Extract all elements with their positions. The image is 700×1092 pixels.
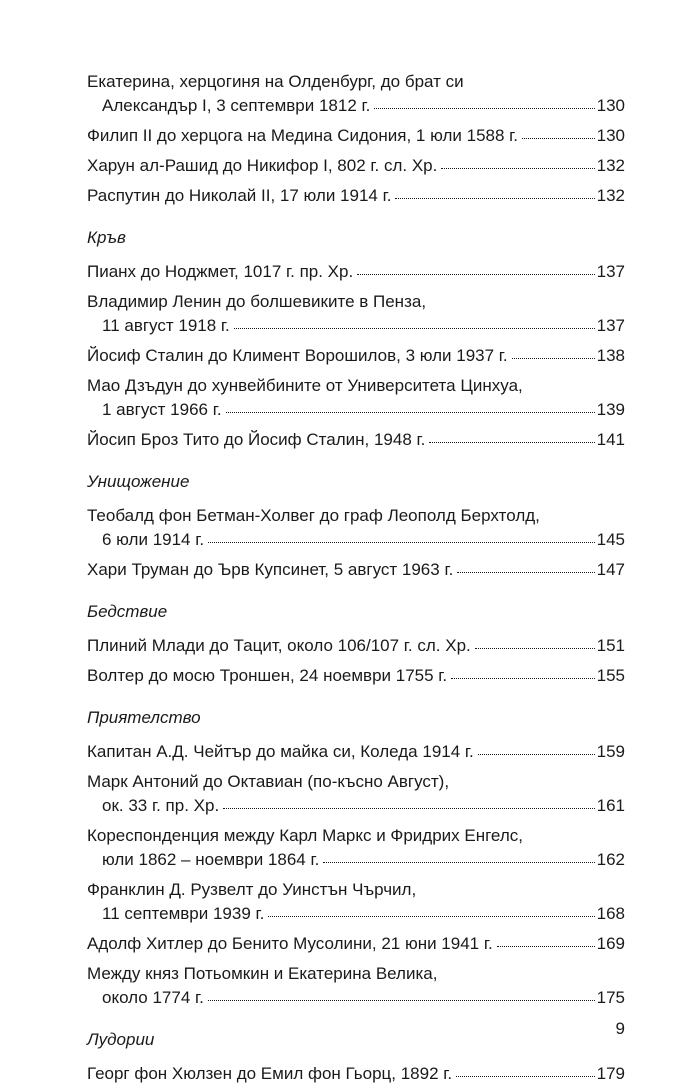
toc-entry[interactable] — [87, 558, 625, 582]
entry-page-number: 159 — [596, 742, 625, 761]
dot-leader — [223, 807, 594, 809]
dot-leader — [522, 137, 595, 139]
toc-entry[interactable] — [87, 664, 625, 688]
dot-leader — [374, 107, 594, 109]
entry-page-number: 138 — [596, 346, 625, 365]
entry-title-continued: 6 юли 1914 г. — [102, 530, 205, 549]
entry-page-number: 179 — [596, 1064, 625, 1083]
entry-page-number: 141 — [596, 430, 625, 449]
toc-entry[interactable] — [87, 878, 625, 926]
dot-leader — [451, 677, 594, 679]
entry-page-number: 161 — [596, 796, 625, 815]
section-heading: Кръв — [87, 228, 126, 247]
toc-entry[interactable] — [87, 344, 625, 368]
entry-title-continued: ок. 33 г. пр. Хр. — [102, 796, 220, 815]
entry-title: Хари Труман до Ърв Купсинет, 5 август 1963 г. — [87, 560, 454, 579]
dot-leader — [357, 273, 594, 275]
entry-page-number: 132 — [596, 156, 625, 175]
section-heading: Лудории — [87, 1030, 155, 1049]
entry-title: Мао Дзъдун до хунвейбините от Университета Цинхуа, — [87, 376, 523, 395]
entry-title: Йосиф Сталин до Климент Ворошилов, 3 юли 1937 г. — [87, 346, 508, 365]
entry-page-number: 139 — [596, 400, 625, 419]
dot-leader — [268, 915, 594, 917]
entry-title: Между княз Потьомкин и Екатерина Велика, — [87, 964, 438, 983]
section-heading: Приятелство — [87, 708, 201, 727]
entry-page-number: 132 — [596, 186, 625, 205]
entry-title: Владимир Ленин до болшевиките в Пенза, — [87, 292, 427, 311]
toc-entry[interactable] — [87, 824, 625, 872]
toc-entry[interactable] — [87, 962, 625, 1010]
entry-title-continued: 11 септември 1939 г. — [102, 904, 265, 923]
toc-entry[interactable] — [87, 504, 625, 552]
toc-entry[interactable] — [87, 634, 625, 658]
dot-leader — [429, 441, 594, 443]
dot-leader — [512, 357, 595, 359]
entry-title-continued: 11 август 1918 г. — [102, 316, 230, 335]
entry-title: Капитан А.Д. Чейтър до майка си, Коледа 1914 г. — [87, 742, 474, 761]
entry-page-number: 130 — [596, 96, 625, 115]
entry-title-continued: около 1774 г. — [102, 988, 204, 1007]
entry-page-number: 137 — [596, 262, 625, 281]
toc-entry[interactable] — [87, 932, 625, 956]
entry-page-number: 145 — [596, 530, 625, 549]
entry-page-number: 169 — [596, 934, 625, 953]
toc-entry[interactable] — [87, 770, 625, 818]
entry-title: Адолф Хитлер до Бенито Мусолини, 21 юни 1941 г. — [87, 934, 493, 953]
entry-page-number: 147 — [596, 560, 625, 579]
entry-title-continued: юли 1862 – ноември 1864 г. — [102, 850, 320, 869]
dot-leader — [497, 945, 595, 947]
entry-title-continued: Александър I, 3 септември 1812 г. — [102, 96, 371, 115]
entry-title: Филип II до херцога на Медина Сидония, 1 юли 1588 г. — [87, 126, 519, 145]
entry-title: Распутин до Николай II, 17 юли 1914 г. — [87, 186, 392, 205]
toc-entry[interactable] — [87, 428, 625, 452]
section-heading: Унищожение — [87, 472, 190, 491]
entry-title: Марк Антоний до Октавиан (по-късно Август), — [87, 772, 450, 791]
toc-entry[interactable] — [87, 124, 625, 148]
toc-entry[interactable] — [87, 70, 625, 118]
toc-entry[interactable] — [87, 260, 625, 284]
page-number: 9 — [615, 1019, 625, 1038]
dot-leader — [208, 541, 595, 543]
dot-leader — [441, 167, 594, 169]
dot-leader — [226, 411, 595, 413]
dot-leader — [208, 999, 595, 1001]
dot-leader — [475, 647, 595, 649]
dot-leader — [234, 327, 595, 329]
dot-leader — [323, 861, 594, 863]
toc-entry[interactable] — [87, 184, 625, 208]
dot-leader — [395, 197, 594, 199]
section-heading: Бедствие — [87, 602, 168, 621]
toc-entry[interactable] — [87, 154, 625, 178]
dot-leader — [457, 571, 594, 573]
entry-title: Кореспонденция между Карл Маркс и Фридрих Енгелс, — [87, 826, 523, 845]
entry-page-number: 168 — [596, 904, 625, 923]
table-of-contents — [87, 70, 625, 1092]
toc-entry[interactable] — [87, 740, 625, 764]
entry-page-number: 162 — [596, 850, 625, 869]
toc-entry[interactable] — [87, 374, 625, 422]
entry-title: Пианх до Ноджмет, 1017 г. пр. Хр. — [87, 262, 354, 281]
toc-entry[interactable] — [87, 290, 625, 338]
entry-page-number: 151 — [596, 636, 625, 655]
dot-leader — [478, 753, 595, 755]
entry-title: Екатерина, херцогиня на Олденбург, до брат си — [87, 72, 464, 91]
entry-title: Харун ал-Рашид до Никифор I, 802 г. сл. Хр. — [87, 156, 438, 175]
entry-title: Франклин Д. Рузвелт до Уинстън Чърчил, — [87, 880, 417, 899]
toc-entry[interactable] — [87, 1062, 625, 1086]
entry-page-number: 130 — [596, 126, 625, 145]
entry-title: Волтер до мосю Троншен, 24 ноември 1755 г. — [87, 666, 448, 685]
entry-title: Теобалд фон Бетман-Холвег до граф Леополд Берхтолд, — [87, 506, 540, 525]
entry-page-number: 137 — [596, 316, 625, 335]
entry-title-continued: 1 август 1966 г. — [102, 400, 222, 419]
entry-page-number: 175 — [596, 988, 625, 1007]
entry-title: Плиний Млади до Тацит, около 106/107 г. сл. Хр. — [87, 636, 471, 655]
entry-page-number: 155 — [596, 666, 625, 685]
entry-title: Георг фон Хюлзен до Емил фон Гьорц, 1892 г. — [87, 1064, 453, 1083]
entry-title: Йосип Броз Тито до Йосиф Сталин, 1948 г. — [87, 430, 426, 449]
